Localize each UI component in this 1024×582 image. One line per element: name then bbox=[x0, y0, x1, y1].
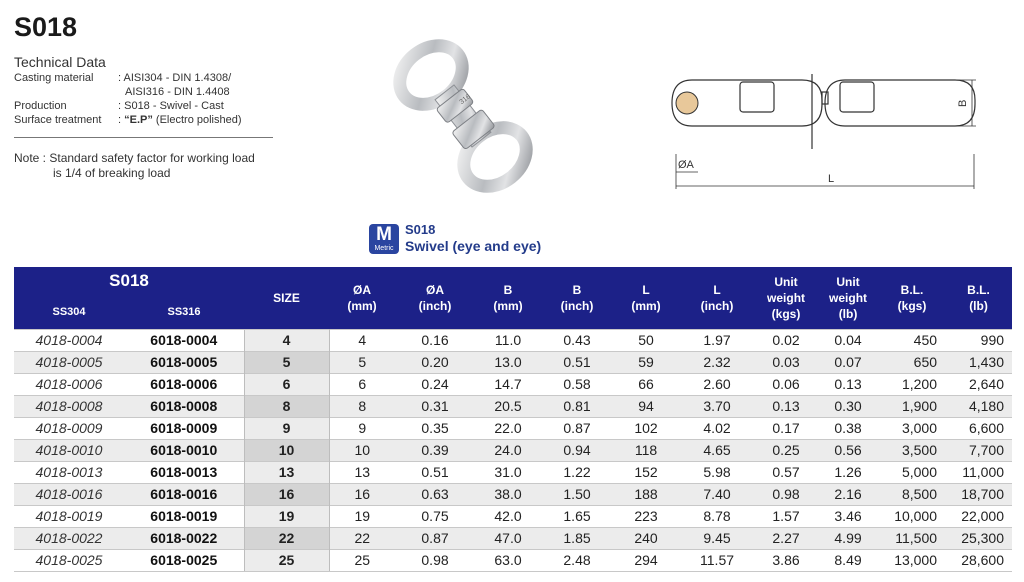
a-mm-header: ØA (mm) bbox=[329, 267, 395, 329]
cell-b-mm: 47.0 bbox=[475, 527, 541, 549]
cell-weight-kgs: 2.27 bbox=[755, 527, 817, 549]
cell-a-inch: 0.98 bbox=[395, 549, 475, 571]
cell-ss304-code: 4018-0008 bbox=[14, 395, 124, 417]
cell-a-mm: 16 bbox=[329, 483, 395, 505]
cell-l-mm: 152 bbox=[613, 461, 679, 483]
cell-b-mm: 22.0 bbox=[475, 417, 541, 439]
cell-l-inch: 4.02 bbox=[679, 417, 755, 439]
cell-l-mm: 240 bbox=[613, 527, 679, 549]
cell-bl-kgs: 13,000 bbox=[879, 549, 945, 571]
cell-b-inch: 2.48 bbox=[541, 549, 613, 571]
cell-ss304-code: 4018-0019 bbox=[14, 505, 124, 527]
cell-b-mm: 13.0 bbox=[475, 351, 541, 373]
cell-a-mm: 10 bbox=[329, 439, 395, 461]
cell-l-inch: 3.70 bbox=[679, 395, 755, 417]
section-circle bbox=[676, 92, 698, 114]
casting-label: Casting material bbox=[14, 72, 94, 84]
cell-l-mm: 118 bbox=[613, 439, 679, 461]
cell-bl-lb: 11,000 bbox=[945, 461, 1012, 483]
cell-weight-lb: 0.04 bbox=[817, 329, 879, 351]
cell-l-inch: 9.45 bbox=[679, 527, 755, 549]
casting-value-2: AISI316 - DIN 1.4408 bbox=[125, 86, 230, 98]
cell-ss316-code: 6018-0013 bbox=[124, 461, 244, 483]
cell-weight-kgs: 0.57 bbox=[755, 461, 817, 483]
production-value: : S018 - Swivel - Cast bbox=[118, 100, 224, 112]
dim-b-label: B bbox=[957, 99, 969, 107]
cell-weight-kgs: 0.17 bbox=[755, 417, 817, 439]
cell-ss304-code: 4018-0006 bbox=[14, 373, 124, 395]
table-row bbox=[14, 439, 1012, 461]
cell-bl-lb: 28,600 bbox=[945, 549, 1012, 571]
cell-size: 13 bbox=[244, 461, 329, 483]
cell-b-mm: 42.0 bbox=[475, 505, 541, 527]
cell-b-inch: 0.51 bbox=[541, 351, 613, 373]
cell-b-inch: 0.81 bbox=[541, 395, 613, 417]
cell-bl-lb: 4,180 bbox=[945, 395, 1012, 417]
surface-prefix: : bbox=[118, 114, 125, 126]
cell-a-mm: 9 bbox=[329, 417, 395, 439]
cell-a-mm: 8 bbox=[329, 395, 395, 417]
surface-label: Surface treatment bbox=[14, 114, 102, 126]
cell-weight-lb: 0.56 bbox=[817, 439, 879, 461]
b-inch-header: B (inch) bbox=[541, 267, 613, 329]
cell-l-inch: 2.32 bbox=[679, 351, 755, 373]
cell-ss304-code: 4018-0022 bbox=[14, 527, 124, 549]
cell-weight-kgs: 0.25 bbox=[755, 439, 817, 461]
cell-a-mm: 25 bbox=[329, 549, 395, 571]
bl-lb-header: B.L. (lb) bbox=[945, 267, 1012, 329]
cell-bl-kgs: 1,900 bbox=[879, 395, 945, 417]
cell-l-mm: 188 bbox=[613, 483, 679, 505]
cell-ss316-code: 6018-0019 bbox=[124, 505, 244, 527]
casting-value-1: : AISI304 - DIN 1.4308/ bbox=[118, 72, 232, 84]
cell-weight-lb: 2.16 bbox=[817, 483, 879, 505]
cell-b-mm: 20.5 bbox=[475, 395, 541, 417]
surface-value bbox=[118, 114, 242, 126]
cell-weight-kgs: 3.86 bbox=[755, 549, 817, 571]
cell-size: 16 bbox=[244, 483, 329, 505]
metric-badge-letter: M bbox=[376, 224, 392, 245]
cell-l-inch: 1.97 bbox=[679, 329, 755, 351]
cell-size: 25 bbox=[244, 549, 329, 571]
cell-b-mm: 24.0 bbox=[475, 439, 541, 461]
cell-bl-lb: 6,600 bbox=[945, 417, 1012, 439]
spec-table bbox=[14, 267, 1012, 572]
cell-ss316-code: 6018-0005 bbox=[124, 351, 244, 373]
cell-l-mm: 223 bbox=[613, 505, 679, 527]
cell-ss316-code: 6018-0004 bbox=[124, 329, 244, 351]
cell-l-mm: 294 bbox=[613, 549, 679, 571]
cell-weight-lb: 1.26 bbox=[817, 461, 879, 483]
cell-a-inch: 0.35 bbox=[395, 417, 475, 439]
table-row bbox=[14, 417, 1012, 439]
cell-weight-lb: 3.46 bbox=[817, 505, 879, 527]
cell-b-mm: 11.0 bbox=[475, 329, 541, 351]
cell-a-mm: 13 bbox=[329, 461, 395, 483]
cell-size: 4 bbox=[244, 329, 329, 351]
cell-a-inch: 0.63 bbox=[395, 483, 475, 505]
cell-size: 9 bbox=[244, 417, 329, 439]
cell-ss316-code: 6018-0009 bbox=[124, 417, 244, 439]
dim-l-label: L bbox=[828, 173, 835, 185]
cell-a-mm: 5 bbox=[329, 351, 395, 373]
b-mm-header: B (mm) bbox=[475, 267, 541, 329]
cell-a-inch: 0.16 bbox=[395, 329, 475, 351]
note-line-1: Note : Standard safety factor for working load bbox=[14, 151, 255, 165]
a-inch-header: ØA (inch) bbox=[395, 267, 475, 329]
cell-bl-lb: 18,700 bbox=[945, 483, 1012, 505]
cell-ss316-code: 6018-0025 bbox=[124, 549, 244, 571]
cell-a-inch: 0.31 bbox=[395, 395, 475, 417]
cell-bl-lb: 25,300 bbox=[945, 527, 1012, 549]
metric-badge bbox=[369, 224, 399, 254]
cell-a-inch: 0.20 bbox=[395, 351, 475, 373]
cell-a-mm: 22 bbox=[329, 527, 395, 549]
metric-badge-label: Metric bbox=[374, 245, 394, 252]
cell-a-mm: 6 bbox=[329, 373, 395, 395]
cell-bl-kgs: 450 bbox=[879, 329, 945, 351]
cell-b-mm: 63.0 bbox=[475, 549, 541, 571]
cell-size: 5 bbox=[244, 351, 329, 373]
cell-bl-lb: 1,430 bbox=[945, 351, 1012, 373]
cell-b-inch: 0.87 bbox=[541, 417, 613, 439]
group-header: S018 bbox=[14, 267, 244, 295]
divider bbox=[14, 137, 273, 138]
cell-ss316-code: 6018-0022 bbox=[124, 527, 244, 549]
cell-l-mm: 50 bbox=[613, 329, 679, 351]
cell-ss304-code: 4018-0016 bbox=[14, 483, 124, 505]
cell-l-inch: 4.65 bbox=[679, 439, 755, 461]
cell-bl-lb: 2,640 bbox=[945, 373, 1012, 395]
table-body bbox=[14, 329, 1012, 571]
cell-size: 19 bbox=[244, 505, 329, 527]
cell-ss304-code: 4018-0004 bbox=[14, 329, 124, 351]
cell-b-inch: 1.85 bbox=[541, 527, 613, 549]
cell-weight-lb: 0.13 bbox=[817, 373, 879, 395]
cell-l-inch: 7.40 bbox=[679, 483, 755, 505]
weight-kgs-header: Unit weight (kgs) bbox=[755, 267, 817, 329]
cell-b-inch: 1.65 bbox=[541, 505, 613, 527]
cell-weight-lb: 0.38 bbox=[817, 417, 879, 439]
cell-a-inch: 0.51 bbox=[395, 461, 475, 483]
cell-b-mm: 38.0 bbox=[475, 483, 541, 505]
table-row bbox=[14, 351, 1012, 373]
cell-weight-lb: 0.07 bbox=[817, 351, 879, 373]
cell-l-mm: 94 bbox=[613, 395, 679, 417]
cell-weight-lb: 0.30 bbox=[817, 395, 879, 417]
cell-size: 6 bbox=[244, 373, 329, 395]
cell-b-inch: 1.22 bbox=[541, 461, 613, 483]
table-row bbox=[14, 461, 1012, 483]
cell-l-mm: 59 bbox=[613, 351, 679, 373]
cell-l-inch: 8.78 bbox=[679, 505, 755, 527]
cell-l-inch: 2.60 bbox=[679, 373, 755, 395]
cell-b-inch: 0.43 bbox=[541, 329, 613, 351]
table-row bbox=[14, 483, 1012, 505]
cell-weight-kgs: 0.13 bbox=[755, 395, 817, 417]
cell-ss316-code: 6018-0008 bbox=[124, 395, 244, 417]
cell-ss304-code: 4018-0005 bbox=[14, 351, 124, 373]
stamp-text: 316 bbox=[458, 93, 473, 107]
technical-drawing bbox=[660, 44, 980, 194]
swivel-photo bbox=[358, 30, 568, 202]
cell-a-inch: 0.24 bbox=[395, 373, 475, 395]
cell-a-mm: 4 bbox=[329, 329, 395, 351]
table-row bbox=[14, 395, 1012, 417]
cell-bl-kgs: 11,500 bbox=[879, 527, 945, 549]
cell-ss304-code: 4018-0010 bbox=[14, 439, 124, 461]
note-line-2: is 1/4 of breaking load bbox=[53, 166, 171, 180]
l-mm-header: L (mm) bbox=[613, 267, 679, 329]
production-label: Production bbox=[14, 100, 67, 112]
cell-bl-kgs: 3,000 bbox=[879, 417, 945, 439]
product-code: S018 bbox=[405, 222, 436, 237]
product-name: Swivel (eye and eye) bbox=[405, 238, 542, 254]
cell-bl-kgs: 5,000 bbox=[879, 461, 945, 483]
cell-ss304-code: 4018-0025 bbox=[14, 549, 124, 571]
cell-bl-kgs: 10,000 bbox=[879, 505, 945, 527]
cell-bl-lb: 7,700 bbox=[945, 439, 1012, 461]
bl-kgs-header: B.L. (kgs) bbox=[879, 267, 945, 329]
cell-weight-kgs: 0.98 bbox=[755, 483, 817, 505]
cell-size: 8 bbox=[244, 395, 329, 417]
cell-a-inch: 0.75 bbox=[395, 505, 475, 527]
cell-bl-kgs: 1,200 bbox=[879, 373, 945, 395]
cell-b-inch: 0.58 bbox=[541, 373, 613, 395]
cell-a-inch: 0.39 bbox=[395, 439, 475, 461]
weight-lb-header: Unit weight (lb) bbox=[817, 267, 879, 329]
cell-b-inch: 0.94 bbox=[541, 439, 613, 461]
dim-a-label: ØA bbox=[678, 159, 694, 171]
cell-weight-lb: 8.49 bbox=[817, 549, 879, 571]
cell-ss316-code: 6018-0010 bbox=[124, 439, 244, 461]
cell-l-inch: 5.98 bbox=[679, 461, 755, 483]
technical-data-heading: Technical Data bbox=[14, 54, 106, 70]
surface-rest: (Electro polished) bbox=[152, 114, 242, 126]
cell-bl-kgs: 3,500 bbox=[879, 439, 945, 461]
table-row bbox=[14, 549, 1012, 571]
cell-l-mm: 66 bbox=[613, 373, 679, 395]
cell-a-mm: 19 bbox=[329, 505, 395, 527]
cell-a-inch: 0.87 bbox=[395, 527, 475, 549]
cell-size: 22 bbox=[244, 527, 329, 549]
cell-b-inch: 1.50 bbox=[541, 483, 613, 505]
surface-ep: “E.P” bbox=[124, 114, 153, 126]
cell-weight-kgs: 1.57 bbox=[755, 505, 817, 527]
cell-weight-kgs: 0.06 bbox=[755, 373, 817, 395]
ss304-header: SS304 bbox=[14, 295, 124, 329]
table-row bbox=[14, 329, 1012, 351]
page-title: S018 bbox=[14, 12, 78, 42]
table-row bbox=[14, 527, 1012, 549]
cell-ss316-code: 6018-0006 bbox=[124, 373, 244, 395]
cell-l-mm: 102 bbox=[613, 417, 679, 439]
ss316-header: SS316 bbox=[124, 295, 244, 329]
cell-b-mm: 14.7 bbox=[475, 373, 541, 395]
table-row bbox=[14, 373, 1012, 395]
table-row bbox=[14, 505, 1012, 527]
cell-weight-kgs: 0.03 bbox=[755, 351, 817, 373]
size-header: SIZE bbox=[244, 267, 329, 329]
cell-bl-lb: 990 bbox=[945, 329, 1012, 351]
cell-b-mm: 31.0 bbox=[475, 461, 541, 483]
cell-weight-kgs: 0.02 bbox=[755, 329, 817, 351]
cell-bl-kgs: 8,500 bbox=[879, 483, 945, 505]
l-inch-header: L (inch) bbox=[679, 267, 755, 329]
cell-ss316-code: 6018-0016 bbox=[124, 483, 244, 505]
cell-size: 10 bbox=[244, 439, 329, 461]
cell-ss304-code: 4018-0013 bbox=[14, 461, 124, 483]
cell-ss304-code: 4018-0009 bbox=[14, 417, 124, 439]
cell-bl-kgs: 650 bbox=[879, 351, 945, 373]
cell-l-inch: 11.57 bbox=[679, 549, 755, 571]
cell-bl-lb: 22,000 bbox=[945, 505, 1012, 527]
cell-weight-lb: 4.99 bbox=[817, 527, 879, 549]
